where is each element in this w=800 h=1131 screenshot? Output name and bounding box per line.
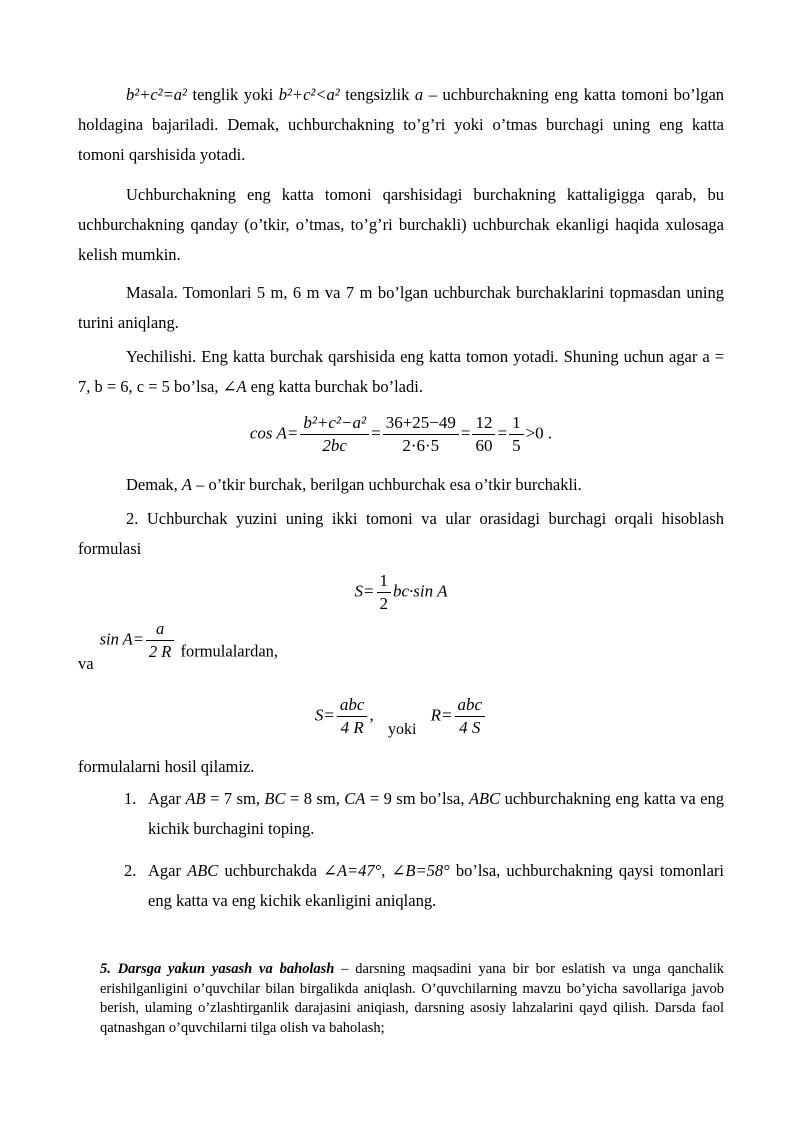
equation-pythagorean: b²+c²=a²	[126, 85, 187, 104]
paragraph-solution: Yechilishi. Eng katta burchak qarshisida eng katta tomon yotadi. Shuning uchun agar a = 7, b = 6, c = 5 bo’lsa, ∠A eng katta burchak bo’ladi.	[78, 347, 724, 396]
formula-s-r: S= $\frac{\text{abc}}{4 R}$ , yoki R= $\frac{\text{abc}}{4 S}$	[78, 694, 724, 739]
paragraph-sine-law: vasin A= $\frac{a}{2 R}$ formulalardan,	[78, 619, 279, 673]
angle-values: ∠A=47°, ∠B=58°	[323, 861, 450, 880]
paragraph-area-formula: 2. Uchburchak yuzini uning ikki tomoni va ular orasidagi burchagi orqali hisoblash formulasi	[78, 509, 724, 558]
formula-cos: cos A= $\frac{\text{b²+c²−a²}}{2bc}$ = $\frac{36+25-49}{2\cdot 6\cdot 5}$ = $\frac{12}{60}$ = $\frac{1}{5}$ >0 .	[249, 413, 553, 455]
angle-a: ∠A	[222, 377, 247, 396]
formula-area: S= $\frac{1}{2}$ bc·sin A	[354, 571, 448, 613]
inequality-obtuse: b²+c²<a²	[278, 85, 340, 104]
section-heading: 5. Darsga yakun yasash va baholash	[100, 961, 335, 977]
paragraph-1: b²+c²=a² tenglik yoki b²+c²<a² tengsizlik a – uchburchakning eng katta tomoni bo’lgan holdagina bajariladi. Demak, uchburchakning to’g’ri yoki o’tmas burchagi uning eng katta tomoni qarshisida yotadi.	[78, 85, 725, 164]
paragraph-conclusion: Demak, A – o’tkir burchak, berilgan uchburchak esa o’tkir burchakli.	[126, 475, 582, 494]
paragraph-result: formulalarni hosil qilamiz.	[78, 757, 255, 776]
paragraph-problem: Masala. Tomonlari 5 m, 6 m va 7 m bo’lgan uchburchak burchaklarini topmasdan uning turini aniqlang.	[78, 283, 724, 332]
list-item: 1. Agar AB = 7 sm, BC = 8 sm, CA = 9 sm bo’lsa, ABC uchburchakning eng katta va eng kichik burchagini toping.	[124, 789, 724, 838]
paragraph-2: Uchburchakning eng katta tomoni qarshisidagi burchakning kattaligigga qarab, bu uchburchakning qanday (o’tkir, o’tmas, to’g’ri burchakli) uchburchak ekanligi haqida xulosaga kelish mumkin.	[78, 185, 724, 264]
paragraph-lesson-summary: 5. Darsga yakun yasash va baholash – darsning maqsadini yana bir bor eslatish va unga qanchalik erishilganligini o’quvchilar bilan birgalikda aniqlash. O’quvchilarning mavzu bo’yicha savollariga javob berish, ulaming o’zlashtirganlik darajasini aniqiash, darsning asosiy lahzalarini qayd qilish. Darsda faol qatnashgan o’quvchilarni tilga olish va baholash;	[100, 961, 724, 1036]
list-item: 2. Agar ABC uchburchakda ∠A=47°, ∠B=58° bo’lsa, uchburchakning qaysi tomonlari eng katta va eng kichik ekanligini aniqlang.	[124, 861, 724, 910]
